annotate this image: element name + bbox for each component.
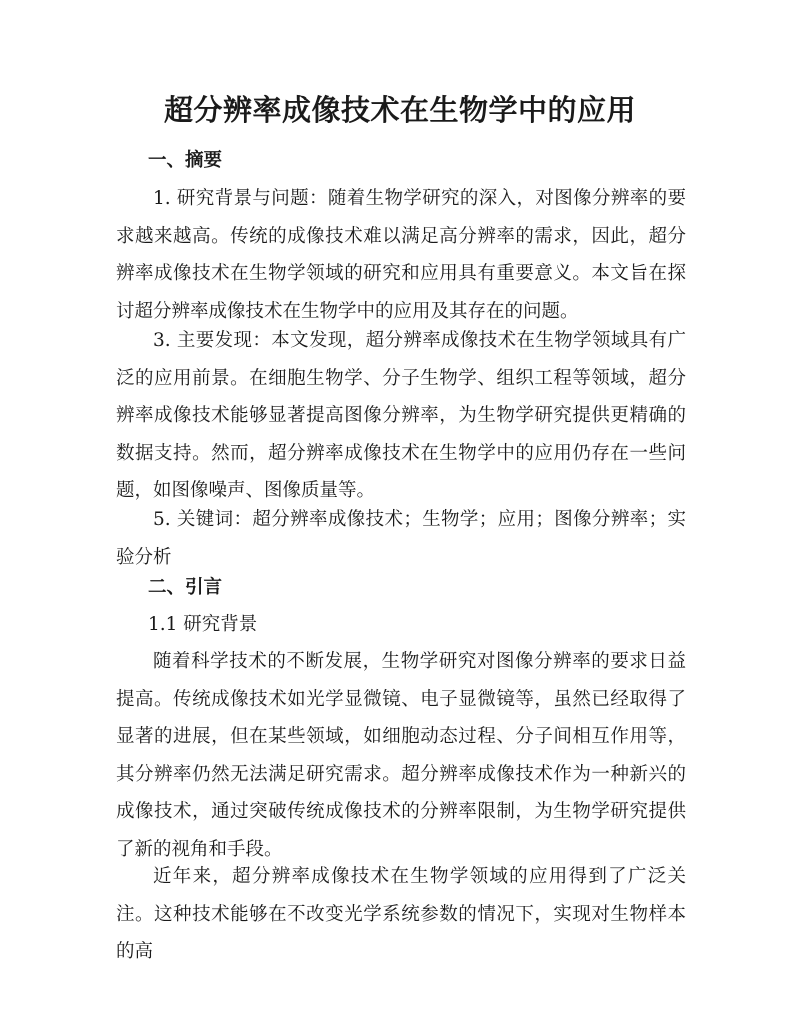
subsection-heading-research-background: 1.1 研究背景 [148, 614, 258, 635]
section-heading-introduction: 二、引言 [148, 577, 223, 598]
paragraph-research-background: 1. 研究背景与问题：随着生物学研究的深入，对图像分辨率的要求越来越高。传统的成像技术难以满足高分辨率的需求，因此，超分辨率成像技术在生物学领域的研究和应用具有重要意义。本文旨在探讨超分辨率成像技术在生物学中的应用及其存在的问题。 [116, 188, 686, 322]
paragraph-keywords: 5. 关键词：超分辨率成像技术；生物学；应用；图像分辨率；实验分析 [116, 509, 686, 568]
document-title: 超分辨率成像技术在生物学中的应用 [163, 93, 636, 127]
section-heading-abstract: 一、摘要 [148, 150, 223, 171]
paragraph-introduction-2: 近年来，超分辨率成像技术在生物学领域的应用得到了广泛关注。这种技术能够在不改变光学系统参数的情况下，实现对生物样本的高 [116, 866, 686, 962]
paragraph-introduction-1: 随着科学技术的不断发展，生物学研究对图像分辨率的要求日益提高。传统成像技术如光学显微镜、电子显微镜等，虽然已经取得了显著的进展，但在某些领域，如细胞动态过程、分子间相互作用等，其分辨率仍然无法满足研究需求。超分辨率成像技术作为一种新兴的成像技术，通过突破传统成像技术的分辨率限制，为生物学研究提供了新的视角和手段。 [116, 651, 686, 860]
paragraph-main-findings: 3. 主要发现：本文发现，超分辨率成像技术在生物学领域具有广泛的应用前景。在细胞生物学、分子生物学、组织工程等领域，超分辨率成像技术能够显著提高图像分辨率，为生物学研究提供更精确的数据支持。然而，超分辨率成像技术在生物学中的应用仍存在一些问题，如图像噪声、图像质量等。 [116, 330, 686, 501]
